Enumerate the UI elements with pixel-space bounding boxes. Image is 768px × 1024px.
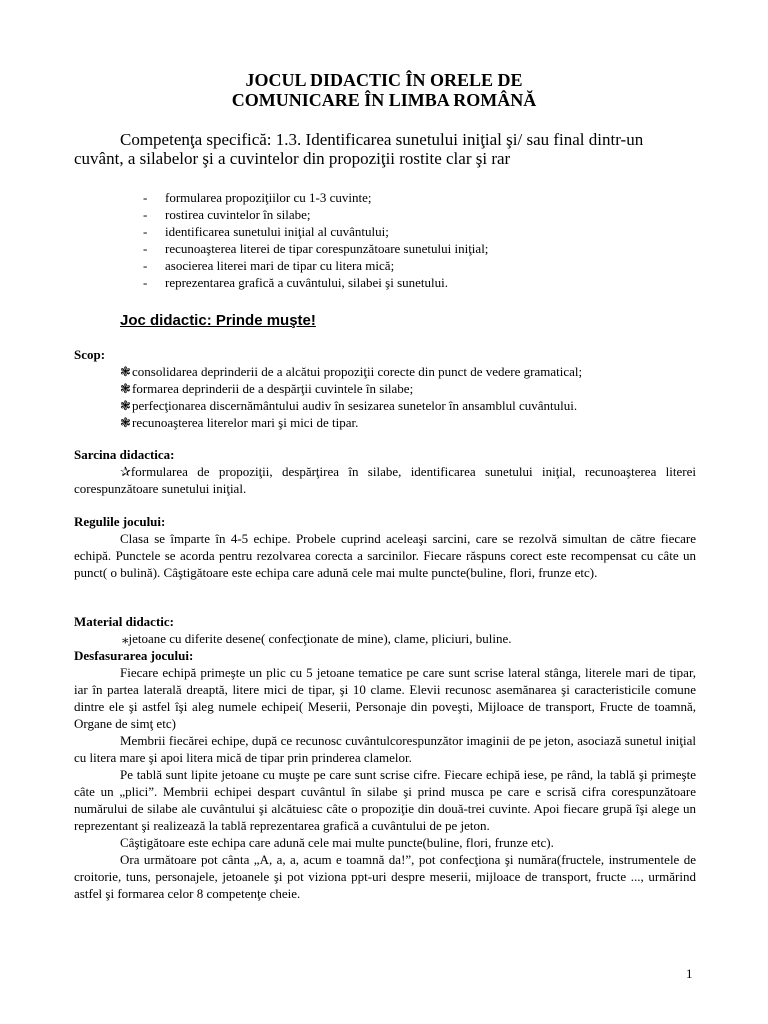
page-number: 1	[686, 966, 693, 981]
flower-bullet-icon: ❃	[120, 415, 131, 430]
scop-item: ❃consolidarea deprinderii de a alcătui propoziţii corecte din punct de vedere gramatical;	[120, 364, 583, 379]
competenta-specifica	[74, 130, 694, 168]
desfasurare-paragraph: Membrii fiecărei echipe, după ce recunosc cuvântulcorespunzător imaginii de pe jeton, asociază sunetul iniţial cu litera mare şi apoi litera mică de tipar prin prinderea clamelor.	[74, 733, 696, 765]
flower-bullet-icon: ❃	[120, 398, 131, 413]
reguli-section	[74, 513, 696, 581]
document-title	[0, 70, 768, 110]
title-line-1: JOCUL DIDACTIC ÎN ORELE DE	[245, 70, 523, 90]
objective-item: - formularea propoziţiilor cu 1-3 cuvinte;	[140, 189, 700, 206]
desfasurare-paragraph: Pe tablă sunt lipite jetoane cu muşte pe care sunt scrise cifre. Fiecare echipă iese, pe rând, la tablă şi primeşte câte un „plici”. Membrii echipei despart cuvântul în silabe şi prind musca pe care e scrisă cifra corespunzătoare numărului de silabe ale cuvântului şi alcătuiesc câte o propoziţie din două-trei cuvinte. Apoi fiecare grupă îşi alege un reprezentant şi realizează la tablă reprezentarea grafică a cuvântului de pe jeton.	[74, 767, 696, 833]
material-heading: Material didactic:	[74, 614, 174, 629]
scop-item: ❃perfecţionarea discernământului audiv în sesizarea sunetelor în ansamblul cuvântului.	[120, 398, 578, 413]
reguli-text: Clasa se împarte în 4-5 echipe. Probele cuprind aceleaşi sarcini, care se rezolvă simultan de către fiecare echipă. Punctele se acorda pentru rezolvarea corecta a sarcinilor. Fiecare răspuns corect este recompensat cu câte un punct( o bulină). Câştigătoare este echipa care adună cele mai multe puncte(buline, flori, frunze etc).	[74, 531, 696, 580]
flower-bullet-icon: ❃	[120, 381, 131, 396]
objective-item: - identificarea sunetului iniţial al cuvântului;	[140, 223, 700, 240]
objective-item: - asocierea literei mari de tipar cu litera mică;	[140, 257, 700, 274]
scop-section	[74, 346, 696, 431]
desfasurare-paragraph: Ora următoare pot cânta „A, a, a, acum e toamnă da!”, pot confecţiona şi număra(fructele, instrumentele de croitorie, tuns, personajele, jetoanele şi pot viziona ppt-uri despre meserii, mijloace de transport, fructe ..., urmărind astfel şi formarea celor 8 competenţe cheie.	[74, 852, 696, 901]
sarcina-section	[74, 446, 696, 497]
flower-bullet-icon: ❃	[120, 364, 131, 379]
material-text: ⁎jetoane cu diferite desene( confecţionate de mine), clame, pliciuri, buline.	[122, 631, 512, 646]
sarcina-text: ✰formularea de propoziţii, despărţirea în silabe, identificarea sunetului iniţial, recunoaşterea literei corespunzătoare sunetului iniţial.	[74, 464, 696, 496]
scop-list	[74, 363, 696, 431]
desfasurare-heading: Desfasurarea jocului:	[74, 648, 194, 663]
desfasurare-paragraph: Câştigătoare este echipa care adună cele mai multe puncte(buline, flori, frunze etc).	[120, 835, 554, 850]
title-line-2: COMUNICARE ÎN LIMBA ROMÂNĂ	[231, 90, 537, 110]
reguli-heading: Regulile jocului:	[74, 514, 166, 529]
competenta-text: 1.3. Identificarea sunetului iniţial şi/ sau final dintr-un cuvânt, a silabelor şi a cuvintelor din propoziţii rostite clar şi rar	[74, 130, 644, 168]
competenta-label: Competenţa specifică:	[120, 130, 272, 149]
desfasurare-paragraph: Fiecare echipă primeşte un plic cu 5 jetoane tematice pe care sunt scrise lateral stânga, literele mari de tipar, iar în partea laterală dreaptă, litere mici de tipar, şi 10 clame. Elevii recunosc asemănarea şi caracteristicile comune dintre ele şi astfel îşi aleg numele echipei( Meserii, Personaje din poveşti, Mijloace de transport, Fructe de toamnă, Organe de simţ etc)	[74, 665, 696, 731]
material-section	[74, 613, 696, 902]
scop-heading: Scop:	[74, 347, 106, 362]
star-bullet-icon: ✰	[120, 464, 131, 479]
objective-item: - recunoaşterea literei de tipar corespunzătoare sunetului iniţial;	[140, 240, 700, 257]
sarcina-heading: Sarcina didactica:	[74, 447, 175, 462]
objectives-list	[140, 189, 700, 291]
objective-item: - reprezentarea grafică a cuvântului, silabei şi sunetului.	[140, 274, 700, 291]
asterisk-bullet-icon: ⁎	[122, 631, 129, 646]
scop-item: ❃recunoaşterea literelor mari şi mici de tipar.	[120, 415, 359, 430]
scop-item: ❃formarea deprinderii de a despărţii cuvintele în silabe;	[120, 381, 414, 396]
objective-item: - rostirea cuvintelor în silabe;	[140, 206, 700, 223]
joc-title: Joc didactic: Prinde muşte!	[120, 312, 316, 329]
